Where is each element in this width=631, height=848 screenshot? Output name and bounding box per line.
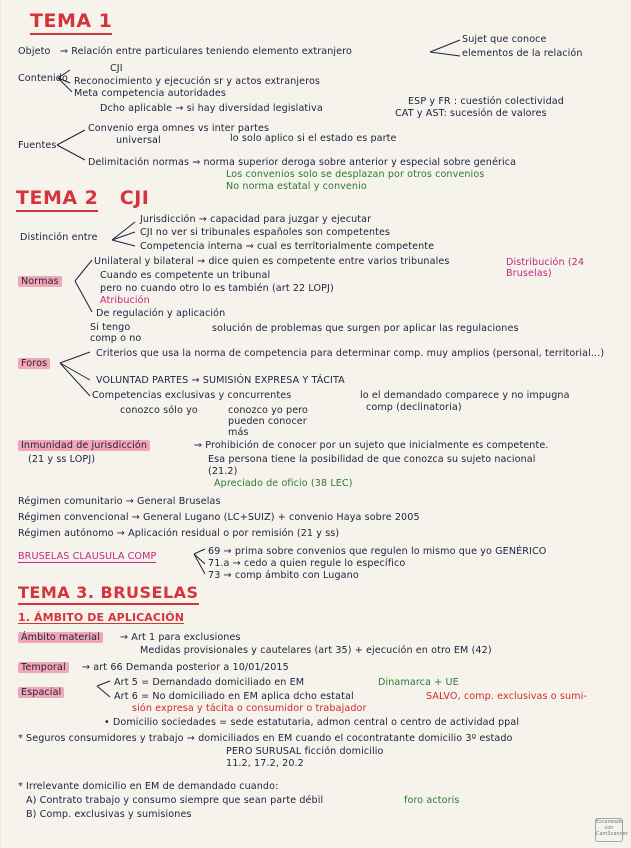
contenido-item-4-branch-2: CAT y AST: sucesión de valores <box>395 108 547 119</box>
bruselas-clausula: BRUSELAS CLAUSULA COMP <box>18 551 157 562</box>
distincion-item-2: CJI no ver si tribunales españoles son competentes <box>140 227 391 238</box>
contenido-item-2: Reconocimiento y ejecución sr y actos extranjeros <box>74 76 321 87</box>
normas-distribucion: Distribución (24 Bruselas) <box>506 257 585 279</box>
sucursal-articulos: 11.2, 17.2, 20.2 <box>226 758 304 769</box>
camscanner-text: Escaneado con CamScanner <box>596 819 628 837</box>
ambito-material-highlight: Ámbito material <box>18 632 103 643</box>
foros-item-1: Criterios que usa la norma de competencia para determinar comp. muy amplios (personal, territorial...) <box>96 348 605 359</box>
tema1-title: TEMA 1 <box>30 10 112 35</box>
foros-item-3-c: lo el demandado comparece y no impugna <box>360 390 570 401</box>
irrelevante-b: B) Comp. exclusivas y sumisiones <box>26 809 192 820</box>
foros-item-3: Competencias exclusivas y concurrentes <box>92 390 292 401</box>
camscanner-logo <box>595 818 628 842</box>
contenido-item-4: Dcho aplicable → si hay diversidad legislativa <box>100 103 323 114</box>
espacial-item-2-exception-cont: sión expresa y tácita o consumidor o trabajador <box>132 703 367 714</box>
normas-item-5: Si tengo comp o no <box>90 322 142 344</box>
temporal-highlight: Temporal <box>18 662 69 673</box>
normas-item-5-b: solución de problemas que surgen por aplicar las regulaciones <box>212 323 519 334</box>
contenido-label: Contenido <box>18 73 68 84</box>
inmunidad-line-2: Esa persona tiene la posibilidad de que conozca su sujeto nacional <box>208 454 536 465</box>
normas-item-1: Unilateral y bilateral → dice quien es competente entre varios tribunales <box>94 256 450 267</box>
normas-item-2: Cuando es competente un tribunal <box>100 270 271 281</box>
tema2-title-text: TEMA 2 <box>16 187 98 212</box>
espacial-highlight: Espacial <box>18 687 64 698</box>
fuentes-item-1-a: universal <box>116 135 161 146</box>
inmunidad-note: Apreciado de oficio (38 LEC) <box>214 478 353 489</box>
irrelevante-a: A) Contrato trabajo y consumo siempre que sean parte débil <box>26 795 324 806</box>
normas-item-4: De regulación y aplicación <box>96 308 226 319</box>
foros-item-3-d: comp (declinatoria) <box>366 402 462 413</box>
tema2-subtitle: CJI <box>119 187 150 209</box>
inmunidad-highlight: Inmunidad de jurisdicción <box>18 440 150 451</box>
inmunidad-label <box>18 440 150 451</box>
contenido-item-3: Meta competencia autoridades <box>74 88 226 99</box>
objeto-label: Objeto <box>18 46 51 57</box>
espacial-item-1-note: Dinamarca + UE <box>378 677 459 688</box>
espacial-label <box>18 687 64 698</box>
foros-highlight: Foros <box>18 358 50 369</box>
irrelevante-domicilio: * Irrelevante domicilio en EM de demandado cuando: <box>18 781 279 792</box>
bruselas-item-2: 71.a → cedo a quien regule lo específico <box>208 558 406 569</box>
fuentes-note-2: No norma estatal y convenio <box>226 181 367 192</box>
foros-label <box>18 358 50 369</box>
tema2-title <box>16 187 149 209</box>
tema3-title: TEMA 3. BRUSELAS <box>18 583 199 605</box>
sucursal-ficcion: PERO SURUSAL ficción domicilio <box>226 746 384 757</box>
objeto-def: ⇒ Relación entre particulares teniendo elemento extranjero <box>60 46 352 57</box>
espacial-domicilio-sociedades: • Domicilio sociedades = sede estatutaria, admon central o centro de actividad ppal <box>104 717 520 728</box>
fuentes-item-2: Delimitación normas ⇒ norma superior deroga sobre anterior y especial sobre genérica <box>88 157 517 168</box>
objeto-branch-2: elementos de la relación <box>462 48 583 59</box>
normas-item-3: pero no cuando otro lo es también (art 22 LOPJ) <box>100 283 334 294</box>
distincion-item-1: Jurisdicción → capacidad para juzgar y ejecutar <box>140 214 372 225</box>
objeto-branch-1: Sujet que conoce <box>462 34 547 45</box>
foros-item-3-b: conozco yo pero pueden conocer más <box>228 405 309 438</box>
foros-item-3-a: conozco sólo yo <box>120 405 198 416</box>
foros-item-2: VOLUNTAD PARTES → SUMISIÓN EXPRESA Y TÁCITA <box>96 375 345 386</box>
regimen-convencional: Régimen convencional → General Lugano (LC+SUIZ) + convenio Haya sobre 2005 <box>18 512 420 523</box>
bruselas-item-3: 73 → comp ámbito con Lugano <box>208 570 359 581</box>
espacial-item-1: Art 5 = Demandado domiciliado en EM <box>114 677 305 688</box>
seguros-consumidores: * Seguros consumidores y trabajo → domiciliados en EM cuando el cocontratante domicilio 3º estado <box>18 733 513 744</box>
fuentes-item-1-b: lo solo aplico si el estado es parte <box>230 133 397 144</box>
normas-highlight: Normas <box>18 276 62 287</box>
regimen-autonomo: Régimen autónomo → Aplicación residual o por remisión (21 y ss) <box>18 528 340 539</box>
fuentes-item-1: Convenio erga omnes vs inter partes <box>88 123 270 134</box>
irrelevante-a-note: foro actoris <box>404 795 460 806</box>
ambito-aplicacion-heading: 1. ÁMBITO DE APLICACIÓN <box>18 611 185 624</box>
distincion-item-3: Competencia interna ⇒ cual es territorialmente competente <box>140 241 435 252</box>
normas-atribucion: Atribución <box>100 295 150 306</box>
normas-label <box>18 276 62 287</box>
distincion-label: Distinción entre <box>20 232 98 243</box>
espacial-item-2-exception: SALVO, comp. exclusivas o sumi- <box>426 691 587 702</box>
material-item-1: → Art 1 para exclusiones <box>120 632 241 643</box>
temporal-label <box>18 662 69 673</box>
regimen-comunitario: Régimen comunitario → General Bruselas <box>18 496 221 507</box>
fuentes-note-1: Los convenios solo se desplazan por otros convenios <box>226 169 485 180</box>
contenido-item-1: CJI <box>110 63 123 74</box>
inmunidad-line-1: ⇒ Prohibición de conocer por un sujeto que inicialmente es competente. <box>194 440 549 451</box>
espacial-item-2: Art 6 = No domiciliado en EM aplica dcho estatal <box>114 691 354 702</box>
inmunidad-ref: (21 y ss LOPJ) <box>28 454 96 465</box>
bruselas-item-1: 69 → prima sobre convenios que regulen lo mismo que yo GENÉRICO <box>208 546 547 557</box>
ambito-material-label <box>18 632 103 643</box>
material-item-2: Medidas provisionales y cautelares (art 35) + ejecución en otro EM (42) <box>140 645 492 656</box>
fuentes-label: Fuentes <box>18 140 57 151</box>
contenido-item-4-branch-1: ESP y FR : cuestión colectividad <box>408 96 564 107</box>
inmunidad-line-3: (21.2) <box>208 466 238 477</box>
temporal-item: → art 66 Demanda posterior a 10/01/2015 <box>82 662 289 673</box>
